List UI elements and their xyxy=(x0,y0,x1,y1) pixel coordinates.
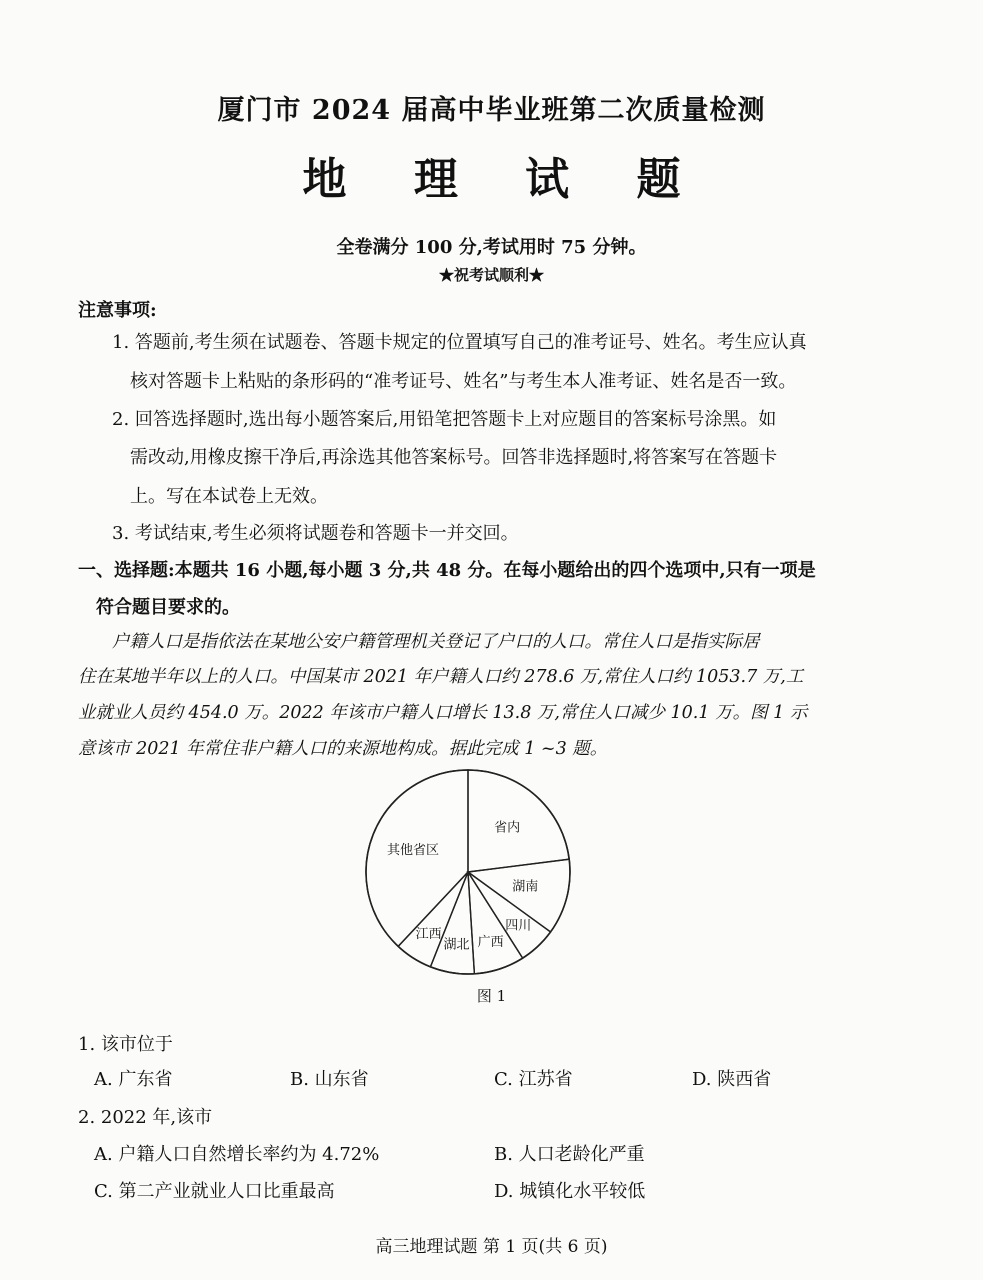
notice-item-3: 3. 考试结束,考生必须将试题卷和答题卡一并交回。 xyxy=(112,523,519,544)
passage-line-1: 户籍人口是指依法在某地公安户籍管理机关登记了户口的人口。常住人口是指实际居 xyxy=(112,632,760,652)
passage-line-4: 意该市 2021 年常住非户籍人口的来源地构成。据此完成 1 ~3 题。 xyxy=(78,739,608,759)
question-2-stem: 2. 2022 年,该市 xyxy=(78,1107,213,1128)
score-line: 全卷满分 100 分,考试用时 75 分钟。 xyxy=(336,237,647,258)
pie-slice-label: 广西 xyxy=(477,934,504,950)
notice-heading: 注意事项: xyxy=(78,300,157,321)
question-1-option-d: D. 陕西省 xyxy=(692,1069,772,1090)
notice-item-2-line-2: 需改动,用橡皮擦干净后,再涂选其他答案标号。回答非选择题时,将答案写在答题卡 xyxy=(130,447,778,468)
pie-slice-label: 湖北 xyxy=(443,937,470,953)
pie-slice-label: 省内 xyxy=(494,820,521,836)
subject-title: 地 理 试 题 xyxy=(302,154,707,205)
question-1-stem: 1. 该市位于 xyxy=(78,1034,173,1055)
notice-item-2-line-1: 2. 回答选择题时,选出每小题答案后,用铅笔把答题卡上对应题目的答案标号涂黑。如 xyxy=(112,409,777,430)
question-2-option-a: A. 户籍人口自然增长率约为 4.72% xyxy=(94,1144,380,1165)
question-2-option-b: B. 人口老龄化严重 xyxy=(494,1144,645,1165)
notice-item-1-line-2: 核对答题卡上粘贴的条形码的“准考证号、姓名”与考生本人准考证、姓名是否一致。 xyxy=(130,371,797,392)
notice-item-2-line-3: 上。写在本试卷上无效。 xyxy=(130,486,328,507)
passage-line-3: 业就业人员约 454.0 万。2022 年该市户籍人口增长 13.8 万,常住人口减少 10.1 万。图 1 示 xyxy=(78,703,808,723)
exam-title: 厦门市 2024 届高中毕业班第二次质量检测 xyxy=(217,95,766,126)
wish-line: ★祝考试顺利★ xyxy=(438,266,544,284)
notice-item-1-line-1: 1. 答题前,考生须在试题卷、答题卡规定的位置填写自己的准考证号、姓名。考生应认真 xyxy=(112,332,807,353)
pie-slice-label: 其他省区 xyxy=(386,843,440,859)
question-2-option-d: D. 城镇化水平较低 xyxy=(494,1181,646,1202)
section-1-heading-line-1: 一、选择题:本题共 16 小题,每小题 3 分,共 48 分。在每小题给出的四个选项中,只有一项是 xyxy=(78,560,816,581)
passage-line-2: 住在某地半年以上的人口。中国某市 2021 年户籍人口约 278.6 万,常住人口约 1053.7 万,工 xyxy=(78,667,804,687)
question-1-option-a: A. 广东省 xyxy=(94,1069,173,1090)
pie-slice-label: 湖南 xyxy=(512,879,539,895)
pie-slice-label: 江西 xyxy=(415,927,442,943)
pie-chart xyxy=(350,766,590,976)
question-1-option-c: C. 江苏省 xyxy=(494,1069,573,1090)
pie-slice-label: 四川 xyxy=(505,918,532,934)
question-1-option-b: B. 山东省 xyxy=(290,1069,369,1090)
figure-caption: 图 1 xyxy=(476,987,507,1005)
page-footer: 高三地理试题 第 1 页(共 6 页) xyxy=(375,1237,608,1257)
question-2-option-c: C. 第二产业就业人口比重最高 xyxy=(94,1181,335,1202)
section-1-heading-line-2: 符合题目要求的。 xyxy=(96,597,240,618)
